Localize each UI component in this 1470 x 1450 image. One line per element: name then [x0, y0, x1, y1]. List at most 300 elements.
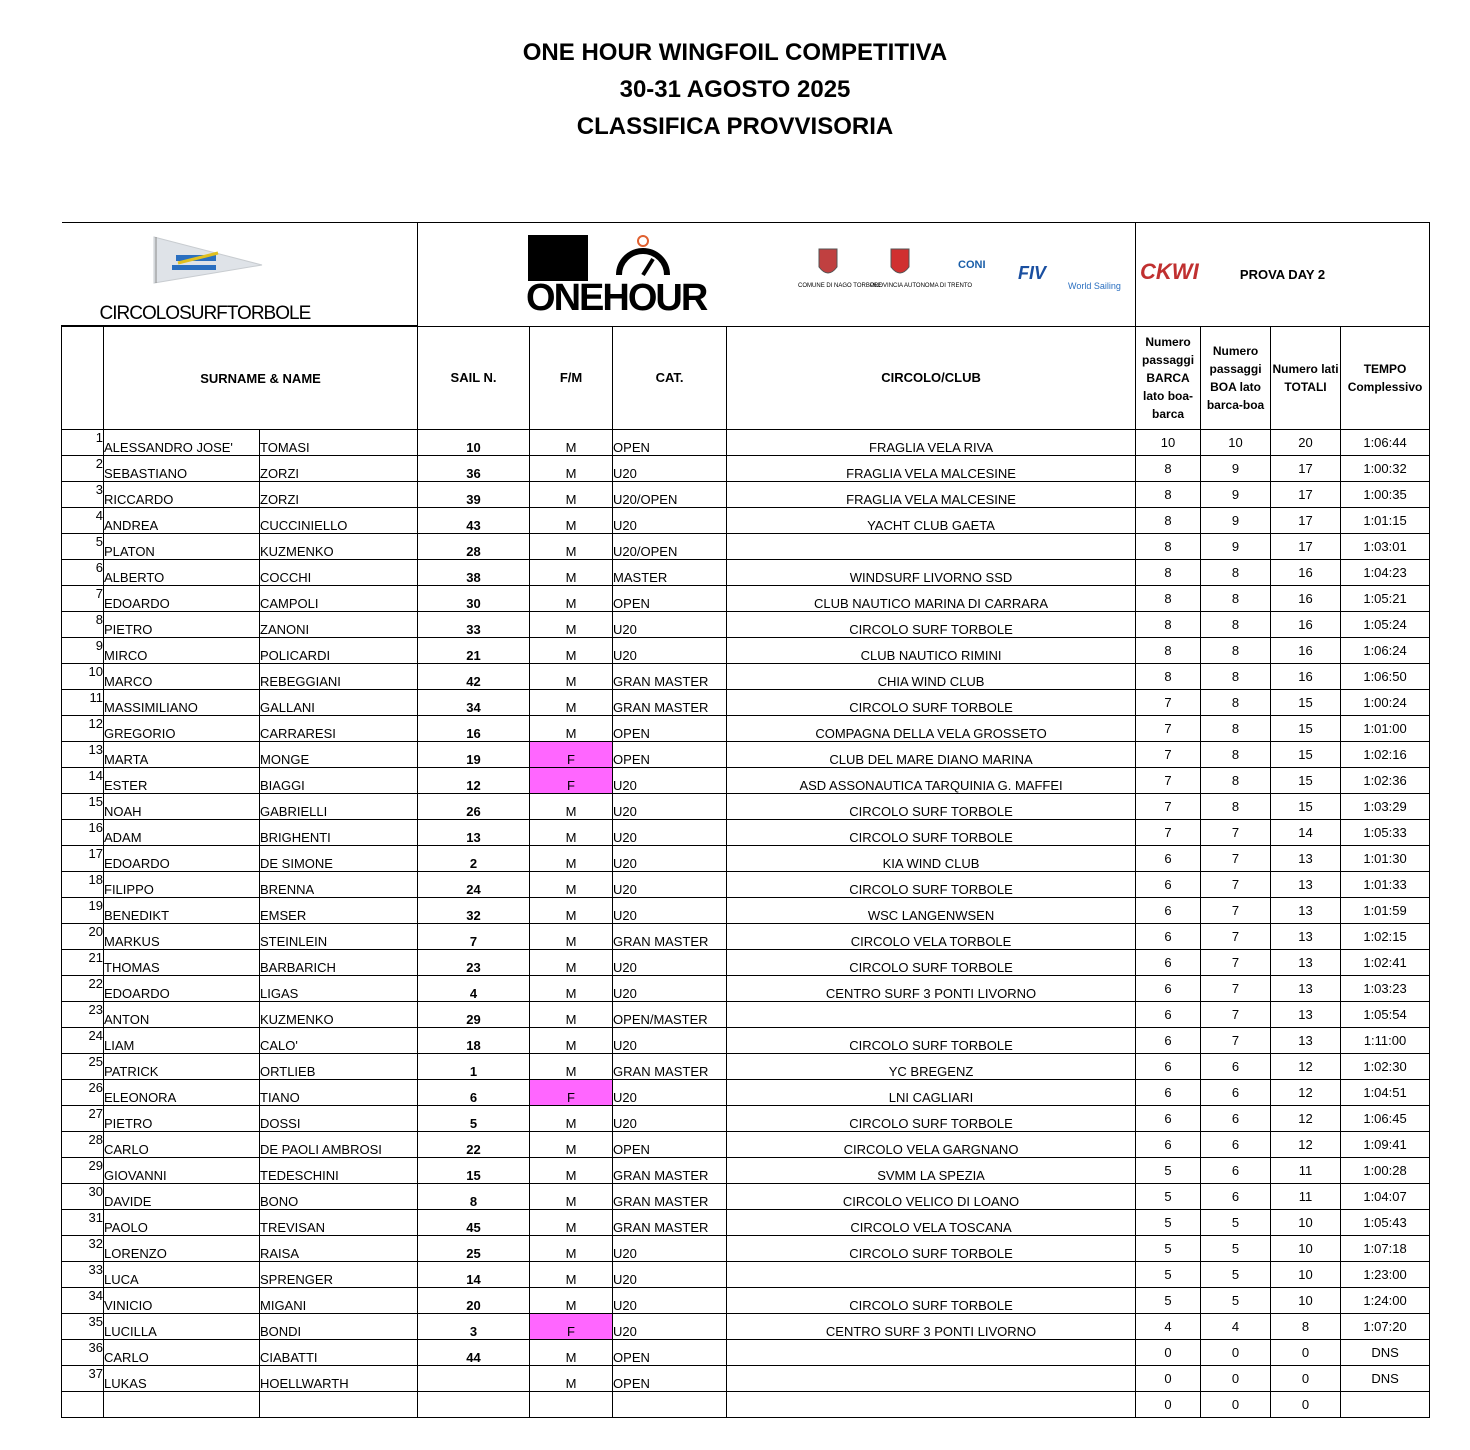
barca-count-cell: 6: [1136, 872, 1201, 898]
boa-count-cell: 8: [1201, 768, 1271, 794]
gender-cell: F: [530, 1314, 613, 1340]
sail-number-cell: 7: [418, 924, 530, 950]
club-header: CIRCOLO/CLUB: [727, 326, 1136, 430]
category-cell: U20: [613, 794, 727, 820]
category-cell: U20: [613, 508, 727, 534]
surname-cell: MONGE: [260, 742, 418, 768]
rank-cell: 15: [62, 794, 104, 820]
table-row: [62, 1288, 1430, 1314]
barca-count-cell: 6: [1136, 846, 1201, 872]
surname-cell: BONDI: [260, 1314, 418, 1340]
rank-cell: 14: [62, 768, 104, 794]
category-cell: MASTER: [613, 560, 727, 586]
surname-cell: DE PAOLI AMBROSI: [260, 1132, 418, 1158]
surname-cell: POLICARDI: [260, 638, 418, 664]
barca-count-cell: 8: [1136, 456, 1201, 482]
first-name-cell: LUCA: [104, 1262, 260, 1288]
gender-cell: M: [530, 508, 613, 534]
sail-number-cell: 42: [418, 664, 530, 690]
first-name-cell: ALBERTO: [104, 560, 260, 586]
gender-cell: M: [530, 1366, 613, 1392]
barca-count-cell: 5: [1136, 1184, 1201, 1210]
sail-number-cell: 6: [418, 1080, 530, 1106]
time-cell: 1:04:07: [1341, 1184, 1430, 1210]
category-cell: U20: [613, 898, 727, 924]
first-name-cell: ANTON: [104, 1002, 260, 1028]
time-cell: 1:00:35: [1341, 482, 1430, 508]
barca-count-cell: 5: [1136, 1158, 1201, 1184]
barca-count-cell: 5: [1136, 1210, 1201, 1236]
club-cell: CIRCOLO VELA TOSCANA: [727, 1210, 1136, 1236]
category-cell: U20: [613, 1080, 727, 1106]
barca-count-cell: 7: [1136, 820, 1201, 846]
boa-count-cell: 6: [1201, 1080, 1271, 1106]
first-name-cell: ANDREA: [104, 508, 260, 534]
sail-number-cell: 15: [418, 1158, 530, 1184]
gender-cell: M: [530, 638, 613, 664]
time-cell: 1:01:59: [1341, 898, 1430, 924]
time-cell: 1:09:41: [1341, 1132, 1430, 1158]
category-cell: U20: [613, 1106, 727, 1132]
surname-cell: MIGANI: [260, 1288, 418, 1314]
table-row: [62, 534, 1430, 560]
rank-cell: 8: [62, 612, 104, 638]
club-cell: LNI CAGLIARI: [727, 1080, 1136, 1106]
surname-cell: ZANONI: [260, 612, 418, 638]
barca-count-cell: 8: [1136, 508, 1201, 534]
gender-cell: M: [530, 1106, 613, 1132]
first-name-cell: LIAM: [104, 1028, 260, 1054]
category-cell: U20: [613, 1288, 727, 1314]
category-cell: U20: [613, 768, 727, 794]
category-cell: U20: [613, 872, 727, 898]
table-row: [62, 638, 1430, 664]
gender-cell: M: [530, 924, 613, 950]
lati-count-cell: 17: [1271, 508, 1341, 534]
tempo-header: TEMPO Complessivo: [1341, 326, 1430, 430]
gender-cell: M: [530, 430, 613, 456]
barca-count-cell: 7: [1136, 794, 1201, 820]
table-row: [62, 1054, 1430, 1080]
gender-cell: M: [530, 1054, 613, 1080]
sail-number-cell: 29: [418, 1002, 530, 1028]
club-cell: FRAGLIA VELA MALCESINE: [727, 482, 1136, 508]
surname-cell: REBEGGIANI: [260, 664, 418, 690]
rank-cell: 20: [62, 924, 104, 950]
surname-cell: ORTLIEB: [260, 1054, 418, 1080]
first-name-cell: ESTER: [104, 768, 260, 794]
time-cell: DNS: [1341, 1340, 1430, 1366]
boa-count-cell: 9: [1201, 508, 1271, 534]
barca-count-cell: 7: [1136, 742, 1201, 768]
club-cell: COMPAGNA DELLA VELA GROSSETO: [727, 716, 1136, 742]
time-cell: 1:24:00: [1341, 1288, 1430, 1314]
category-cell: U20: [613, 1314, 727, 1340]
category-cell: U20: [613, 612, 727, 638]
time-cell: 1:07:18: [1341, 1236, 1430, 1262]
surname-cell: DOSSI: [260, 1106, 418, 1132]
barca-count-cell: 8: [1136, 560, 1201, 586]
boa-header: Numero passaggi BOA lato barca-boa: [1201, 326, 1271, 430]
first-name-cell: ELEONORA: [104, 1080, 260, 1106]
lati-count-cell: 15: [1271, 742, 1341, 768]
sail-number-cell: 33: [418, 612, 530, 638]
boa-count-cell: 6: [1201, 1184, 1271, 1210]
rank-cell: 11: [62, 690, 104, 716]
surname-cell: BRIGHENTI: [260, 820, 418, 846]
time-cell: 1:02:30: [1341, 1054, 1430, 1080]
rank-cell: 2: [62, 456, 104, 482]
club-cell: CIRCOLO VELICO DI LOANO: [727, 1184, 1136, 1210]
time-cell: 1:02:16: [1341, 742, 1430, 768]
category-cell: GRAN MASTER: [613, 924, 727, 950]
surname-cell: RAISA: [260, 1236, 418, 1262]
club-cell: CLUB DEL MARE DIANO MARINA: [727, 742, 1136, 768]
boa-count-cell: 6: [1201, 1158, 1271, 1184]
gender-cell: M: [530, 612, 613, 638]
first-name-cell: EDOARDO: [104, 846, 260, 872]
time-cell: 1:02:15: [1341, 924, 1430, 950]
gender-cell: M: [530, 690, 613, 716]
first-name-cell: [104, 1392, 260, 1418]
club-cell: KIA WIND CLUB: [727, 846, 1136, 872]
rank-cell: 18: [62, 872, 104, 898]
lati-count-cell: 16: [1271, 560, 1341, 586]
sail-number-cell: 36: [418, 456, 530, 482]
lati-count-cell: 16: [1271, 638, 1341, 664]
lati-count-cell: 13: [1271, 976, 1341, 1002]
crest-icon: [813, 245, 933, 281]
lati-count-cell: 10: [1271, 1236, 1341, 1262]
lati-count-cell: 15: [1271, 794, 1341, 820]
category-cell: OPEN: [613, 586, 727, 612]
stopwatch-icon: [613, 231, 673, 283]
lati-count-cell: 13: [1271, 1028, 1341, 1054]
onehour-logo: ONEHOUR: [526, 277, 707, 319]
barca-count-cell: 6: [1136, 1028, 1201, 1054]
time-cell: 1:05:43: [1341, 1210, 1430, 1236]
barca-count-cell: 6: [1136, 1054, 1201, 1080]
table-row: [62, 508, 1430, 534]
rank-cell: 30: [62, 1184, 104, 1210]
rank-cell: 28: [62, 1132, 104, 1158]
club-cell: [727, 1340, 1136, 1366]
first-name-cell: MIRCO: [104, 638, 260, 664]
table-row: [62, 1392, 1430, 1418]
lati-count-cell: 12: [1271, 1080, 1341, 1106]
time-cell: 1:04:23: [1341, 560, 1430, 586]
rank-cell: 29: [62, 1158, 104, 1184]
gender-cell: M: [530, 1028, 613, 1054]
time-cell: 1:04:51: [1341, 1080, 1430, 1106]
time-cell: 1:00:32: [1341, 456, 1430, 482]
time-cell: 1:05:33: [1341, 820, 1430, 846]
sponsor-trento: PROVINCIA AUTONOMA DI TRENTO: [870, 283, 973, 289]
lati-count-cell: 12: [1271, 1054, 1341, 1080]
sail-number-cell: 43: [418, 508, 530, 534]
lati-count-cell: 17: [1271, 534, 1341, 560]
sail-number-cell: [418, 1392, 530, 1418]
lati-count-cell: 8: [1271, 1314, 1341, 1340]
table-row: [62, 976, 1430, 1002]
rank-cell: 22: [62, 976, 104, 1002]
gender-cell: M: [530, 846, 613, 872]
first-name-cell: VINICIO: [104, 1288, 260, 1314]
sail-number-cell: 13: [418, 820, 530, 846]
sail-number-cell: 22: [418, 1132, 530, 1158]
club-cell: CIRCOLO SURF TORBOLE: [727, 612, 1136, 638]
club-cell: CIRCOLO SURF TORBOLE: [727, 1288, 1136, 1314]
rank-cell: 12: [62, 716, 104, 742]
sail-number-cell: 8: [418, 1184, 530, 1210]
sail-number-cell: 30: [418, 586, 530, 612]
sponsor-nago: COMUNE DI NAGO TORBOLE: [798, 283, 882, 289]
surname-cell: DE SIMONE: [260, 846, 418, 872]
sail-number-cell: 12: [418, 768, 530, 794]
time-cell: 1:00:28: [1341, 1158, 1430, 1184]
rank-cell: 4: [62, 508, 104, 534]
time-cell: 1:03:23: [1341, 976, 1430, 1002]
lati-count-cell: 0: [1271, 1340, 1341, 1366]
category-cell: GRAN MASTER: [613, 1210, 727, 1236]
barca-count-cell: 6: [1136, 1106, 1201, 1132]
club-cell: [727, 1366, 1136, 1392]
boa-count-cell: 7: [1201, 1028, 1271, 1054]
gender-cell: M: [530, 482, 613, 508]
category-cell: U20: [613, 1028, 727, 1054]
boa-count-cell: 7: [1201, 950, 1271, 976]
time-cell: 1:07:20: [1341, 1314, 1430, 1340]
column-header-row: [62, 326, 1430, 430]
rank-cell: 9: [62, 638, 104, 664]
rank-cell: 23: [62, 1002, 104, 1028]
gender-cell: M: [530, 820, 613, 846]
sail-number-cell: 32: [418, 898, 530, 924]
gender-cell: M: [530, 1158, 613, 1184]
boa-count-cell: 6: [1201, 1132, 1271, 1158]
club-cell: ASD ASSONAUTICA TARQUINIA G. MAFFEI: [727, 768, 1136, 794]
boa-count-cell: 8: [1201, 586, 1271, 612]
table-row: [62, 1314, 1430, 1340]
sail-number-cell: [418, 1366, 530, 1392]
barca-count-cell: 6: [1136, 898, 1201, 924]
first-name-cell: LUKAS: [104, 1366, 260, 1392]
category-cell: U20: [613, 638, 727, 664]
boa-count-cell: 7: [1201, 898, 1271, 924]
barca-count-cell: 6: [1136, 1132, 1201, 1158]
club-cell: CIRCOLO SURF TORBOLE: [727, 1106, 1136, 1132]
lati-header: Numero lati TOTALI: [1271, 326, 1341, 430]
category-cell: GRAN MASTER: [613, 690, 727, 716]
gender-cell: [530, 1392, 613, 1418]
table-row: [62, 1262, 1430, 1288]
rank-cell: 19: [62, 898, 104, 924]
club-cell: CIRCOLO VELA GARGNANO: [727, 1132, 1136, 1158]
sail-number-cell: 38: [418, 560, 530, 586]
lati-count-cell: 16: [1271, 586, 1341, 612]
time-cell: [1341, 1392, 1430, 1418]
sponsor-worldsailing: World Sailing: [1068, 281, 1121, 291]
surname-cell: HOELLWARTH: [260, 1366, 418, 1392]
table-row: [62, 846, 1430, 872]
results-body: [62, 430, 1430, 1418]
boa-count-cell: 8: [1201, 638, 1271, 664]
barca-count-cell: 7: [1136, 768, 1201, 794]
barca-count-cell: 8: [1136, 534, 1201, 560]
boa-count-cell: 5: [1201, 1210, 1271, 1236]
table-row: [62, 1080, 1430, 1106]
lati-count-cell: 15: [1271, 716, 1341, 742]
sail-number-cell: 19: [418, 742, 530, 768]
boa-count-cell: 5: [1201, 1262, 1271, 1288]
boa-count-cell: 5: [1201, 1236, 1271, 1262]
surname-cell: BRENNA: [260, 872, 418, 898]
first-name-cell: PATRICK: [104, 1054, 260, 1080]
gender-cell: M: [530, 1288, 613, 1314]
first-name-cell: EDOARDO: [104, 976, 260, 1002]
sponsor-coni: CONI: [958, 259, 986, 271]
barca-count-cell: 6: [1136, 1080, 1201, 1106]
category-cell: OPEN: [613, 430, 727, 456]
gender-cell: F: [530, 742, 613, 768]
surname-cell: CARRARESI: [260, 716, 418, 742]
table-row: [62, 872, 1430, 898]
rank-cell: 10: [62, 664, 104, 690]
sail-number-cell: 1: [418, 1054, 530, 1080]
lati-count-cell: 10: [1271, 1288, 1341, 1314]
title-line2: 30-31 AGOSTO 2025: [619, 76, 851, 103]
lati-count-cell: 11: [1271, 1184, 1341, 1210]
barca-count-cell: 8: [1136, 664, 1201, 690]
first-name-cell: PAOLO: [104, 1210, 260, 1236]
category-cell: GRAN MASTER: [613, 1184, 727, 1210]
surname-cell: TEDESCHINI: [260, 1158, 418, 1184]
time-cell: 1:03:01: [1341, 534, 1430, 560]
category-cell: OPEN: [613, 1340, 727, 1366]
rank-cell: 16: [62, 820, 104, 846]
boa-count-cell: 7: [1201, 820, 1271, 846]
category-cell: OPEN: [613, 1366, 727, 1392]
club-logo-text: CIRCOLOSURFTORBOLE: [99, 303, 311, 324]
barca-count-cell: 0: [1136, 1340, 1201, 1366]
category-cell: U20: [613, 846, 727, 872]
lati-count-cell: 10: [1271, 1262, 1341, 1288]
gender-cell: M: [530, 794, 613, 820]
first-name-cell: GIOVANNI: [104, 1158, 260, 1184]
category-cell: U20: [613, 976, 727, 1002]
boa-count-cell: 6: [1201, 1106, 1271, 1132]
rank-cell: 34: [62, 1288, 104, 1314]
surname-cell: STEINLEIN: [260, 924, 418, 950]
table-row: [62, 1184, 1430, 1210]
gender-cell: M: [530, 1184, 613, 1210]
table-row: [62, 560, 1430, 586]
gender-cell: M: [530, 976, 613, 1002]
surname-cell: [260, 1392, 418, 1418]
boa-count-cell: 7: [1201, 872, 1271, 898]
lati-count-cell: 14: [1271, 820, 1341, 846]
lati-count-cell: 17: [1271, 482, 1341, 508]
first-name-cell: EDOARDO: [104, 586, 260, 612]
rank-cell: 5: [62, 534, 104, 560]
barca-count-cell: 7: [1136, 690, 1201, 716]
surname-cell: KUZMENKO: [260, 1002, 418, 1028]
table-row: [62, 950, 1430, 976]
sail-logo-icon: [142, 227, 272, 297]
boa-count-cell: 8: [1201, 794, 1271, 820]
category-cell: U20: [613, 820, 727, 846]
club-cell: CHIA WIND CLUB: [727, 664, 1136, 690]
surname-cell: LIGAS: [260, 976, 418, 1002]
table-row: [62, 1210, 1430, 1236]
barca-count-cell: 8: [1136, 638, 1201, 664]
rank-cell: 6: [62, 560, 104, 586]
surname-cell: ZORZI: [260, 456, 418, 482]
club-cell: [727, 1392, 1136, 1418]
club-cell: FRAGLIA VELA MALCESINE: [727, 456, 1136, 482]
first-name-cell: PLATON: [104, 534, 260, 560]
title-line1: ONE HOUR WINGFOIL COMPETITIVA: [522, 39, 948, 66]
lati-count-cell: 15: [1271, 690, 1341, 716]
barca-count-cell: 6: [1136, 976, 1201, 1002]
time-cell: 1:02:36: [1341, 768, 1430, 794]
black-block: [528, 235, 588, 281]
lati-count-cell: 12: [1271, 1132, 1341, 1158]
fm-header: F/M: [530, 326, 613, 430]
boa-count-cell: 9: [1201, 482, 1271, 508]
first-name-cell: DAVIDE: [104, 1184, 260, 1210]
barca-count-cell: 4: [1136, 1314, 1201, 1340]
category-cell: U20: [613, 1236, 727, 1262]
time-cell: 1:05:24: [1341, 612, 1430, 638]
barca-header: Numero passaggi BARCA lato boa-barca: [1136, 326, 1201, 430]
club-cell: WINDSURF LIVORNO SSD: [727, 560, 1136, 586]
first-name-cell: THOMAS: [104, 950, 260, 976]
prova-day-label: PROVA DAY 2: [1136, 223, 1430, 327]
club-logo-cell: [62, 223, 418, 327]
sponsor-logo-cell: [418, 223, 1199, 327]
lati-count-cell: 10: [1271, 1210, 1341, 1236]
surname-cell: TIANO: [260, 1080, 418, 1106]
time-cell: 1:02:41: [1341, 950, 1430, 976]
first-name-cell: SEBASTIANO: [104, 456, 260, 482]
first-name-cell: GREGORIO: [104, 716, 260, 742]
surname-cell: CIABATTI: [260, 1340, 418, 1366]
gender-cell: M: [530, 560, 613, 586]
lati-count-cell: 16: [1271, 664, 1341, 690]
table-row: [62, 1002, 1430, 1028]
surname-cell: EMSER: [260, 898, 418, 924]
time-cell: 1:06:50: [1341, 664, 1430, 690]
sail-number-cell: 21: [418, 638, 530, 664]
sail-number-cell: 5: [418, 1106, 530, 1132]
gender-cell: M: [530, 716, 613, 742]
club-cell: YACHT CLUB GAETA: [727, 508, 1136, 534]
logo-header-row: [62, 223, 1430, 327]
boa-count-cell: 9: [1201, 534, 1271, 560]
lati-count-cell: 13: [1271, 924, 1341, 950]
rank-cell: 3: [62, 482, 104, 508]
table-row: [62, 742, 1430, 768]
club-cell: CIRCOLO SURF TORBOLE: [727, 690, 1136, 716]
category-cell: GRAN MASTER: [613, 1054, 727, 1080]
rank-cell: 13: [62, 742, 104, 768]
gender-cell: M: [530, 456, 613, 482]
sail-header: SAIL N.: [418, 326, 530, 430]
first-name-cell: FILIPPO: [104, 872, 260, 898]
category-cell: OPEN: [613, 716, 727, 742]
boa-count-cell: 0: [1201, 1366, 1271, 1392]
